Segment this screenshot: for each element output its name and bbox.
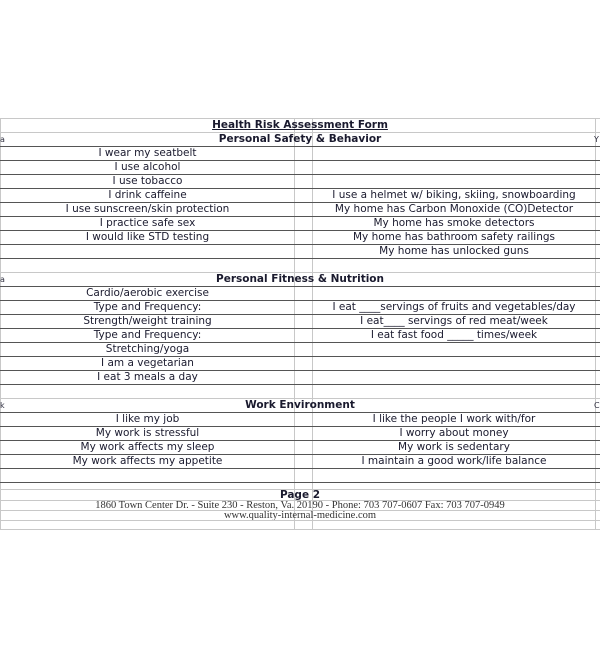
table-row: [0, 146, 600, 160]
section-heading-work: Work Environment: [245, 399, 355, 411]
edge-mark-right: C: [594, 401, 600, 410]
item-left: I use alcohol: [114, 161, 181, 173]
table-row: [0, 188, 600, 202]
table-row: [0, 300, 600, 314]
item-right: My home has Carbon Monoxide (CO)Detector: [334, 203, 574, 215]
item-right: [313, 175, 595, 188]
item-left: My work affects my sleep: [80, 441, 215, 453]
table-row: [0, 370, 600, 384]
item-right: [313, 343, 595, 356]
item-left: [0, 245, 295, 258]
item-right: My home has unlocked guns: [379, 245, 529, 257]
table-row: [0, 426, 600, 440]
item-right: I eat ____servings of fruits and vegetables/day: [332, 301, 576, 313]
item-right: I eat____ servings of red meat/week: [360, 315, 548, 327]
table-row: [0, 174, 600, 188]
item-right: [313, 161, 595, 174]
section-heading-row: [0, 132, 600, 146]
item-left: I drink caffeine: [108, 189, 187, 201]
title-row: [0, 118, 600, 132]
table-row: [0, 440, 600, 454]
spacer-row: [0, 482, 600, 489]
item-right: I worry about money: [399, 427, 509, 439]
table-row: [0, 230, 600, 244]
section-heading-fitness: Personal Fitness & Nutrition: [216, 273, 384, 285]
item-left: Stretching/yoga: [105, 343, 190, 355]
table-row: [0, 286, 600, 300]
item-left: Strength/weight training: [83, 315, 212, 327]
item-left: [0, 469, 295, 482]
footer-page-row: [0, 489, 600, 500]
item-left: Cardio/aerobic exercise: [86, 287, 209, 299]
item-right: I maintain a good work/life balance: [361, 455, 547, 467]
item-right: My home has bathroom safety railings: [352, 231, 555, 243]
spreadsheet-grid: [0, 118, 600, 533]
item-right: [313, 287, 595, 300]
table-row: [0, 202, 600, 216]
footer-website-row: [0, 510, 600, 520]
edge-mark-left: k: [0, 401, 5, 410]
footer-address: 1860 Town Center Dr. - Suite 230 - Reston, Va. 20190 - Phone: 703 707-0607 Fax: 703 707-0949: [95, 500, 505, 511]
table-row: [0, 216, 600, 230]
item-right: [313, 147, 595, 160]
item-left: My work is stressful: [95, 427, 200, 439]
form-title: Health Risk Assessment Form: [212, 119, 388, 131]
item-left: I eat 3 meals a day: [97, 371, 198, 383]
table-row: [0, 468, 600, 482]
item-left: I practice safe sex: [99, 217, 196, 229]
item-right: I like the people I work with/for: [372, 413, 536, 425]
item-left: I am a vegetarian: [101, 357, 194, 369]
section-heading-row: [0, 272, 600, 286]
table-row: [0, 356, 600, 370]
table-row: [0, 160, 600, 174]
item-right: I eat fast food _____ times/week: [370, 329, 538, 341]
item-right: [313, 371, 595, 384]
spacer-row: [0, 520, 600, 529]
item-left: I use tobacco: [112, 175, 183, 187]
table-row: [0, 328, 600, 342]
item-left: I use sunscreen/skin protection: [65, 203, 230, 215]
item-right: My work is sedentary: [398, 441, 510, 453]
item-left: I like my job: [115, 413, 180, 425]
page-number: Page 2: [279, 489, 321, 501]
item-right: [313, 469, 595, 482]
table-row: [0, 342, 600, 356]
item-right: My home has smoke detectors: [373, 217, 535, 229]
section-heading-row: [0, 398, 600, 412]
footer-website: www.quality-internal-medicine.com: [223, 510, 377, 521]
spacer-row: [0, 529, 600, 533]
edge-mark-right: Y: [594, 135, 599, 144]
footer-address-row: [0, 500, 600, 510]
spacer-row: [0, 384, 600, 398]
item-right: [313, 357, 595, 370]
table-row: [0, 454, 600, 468]
item-left: My work affects my appetite: [72, 455, 223, 467]
edge-mark-left: a: [0, 135, 5, 144]
table-row: [0, 244, 600, 258]
table-row: [0, 412, 600, 426]
item-left: Type and Frequency:: [93, 301, 202, 313]
item-left: I wear my seatbelt: [98, 147, 197, 159]
item-left: Type and Frequency:: [93, 329, 202, 341]
item-right: I use a helmet w/ biking, skiing, snowboarding: [332, 189, 576, 201]
section-heading-safety: Personal Safety & Behavior: [218, 133, 382, 145]
edge-mark-left: a: [0, 275, 5, 284]
spacer-row: [0, 258, 600, 272]
item-left: I would like STD testing: [85, 231, 210, 243]
table-row: [0, 314, 600, 328]
